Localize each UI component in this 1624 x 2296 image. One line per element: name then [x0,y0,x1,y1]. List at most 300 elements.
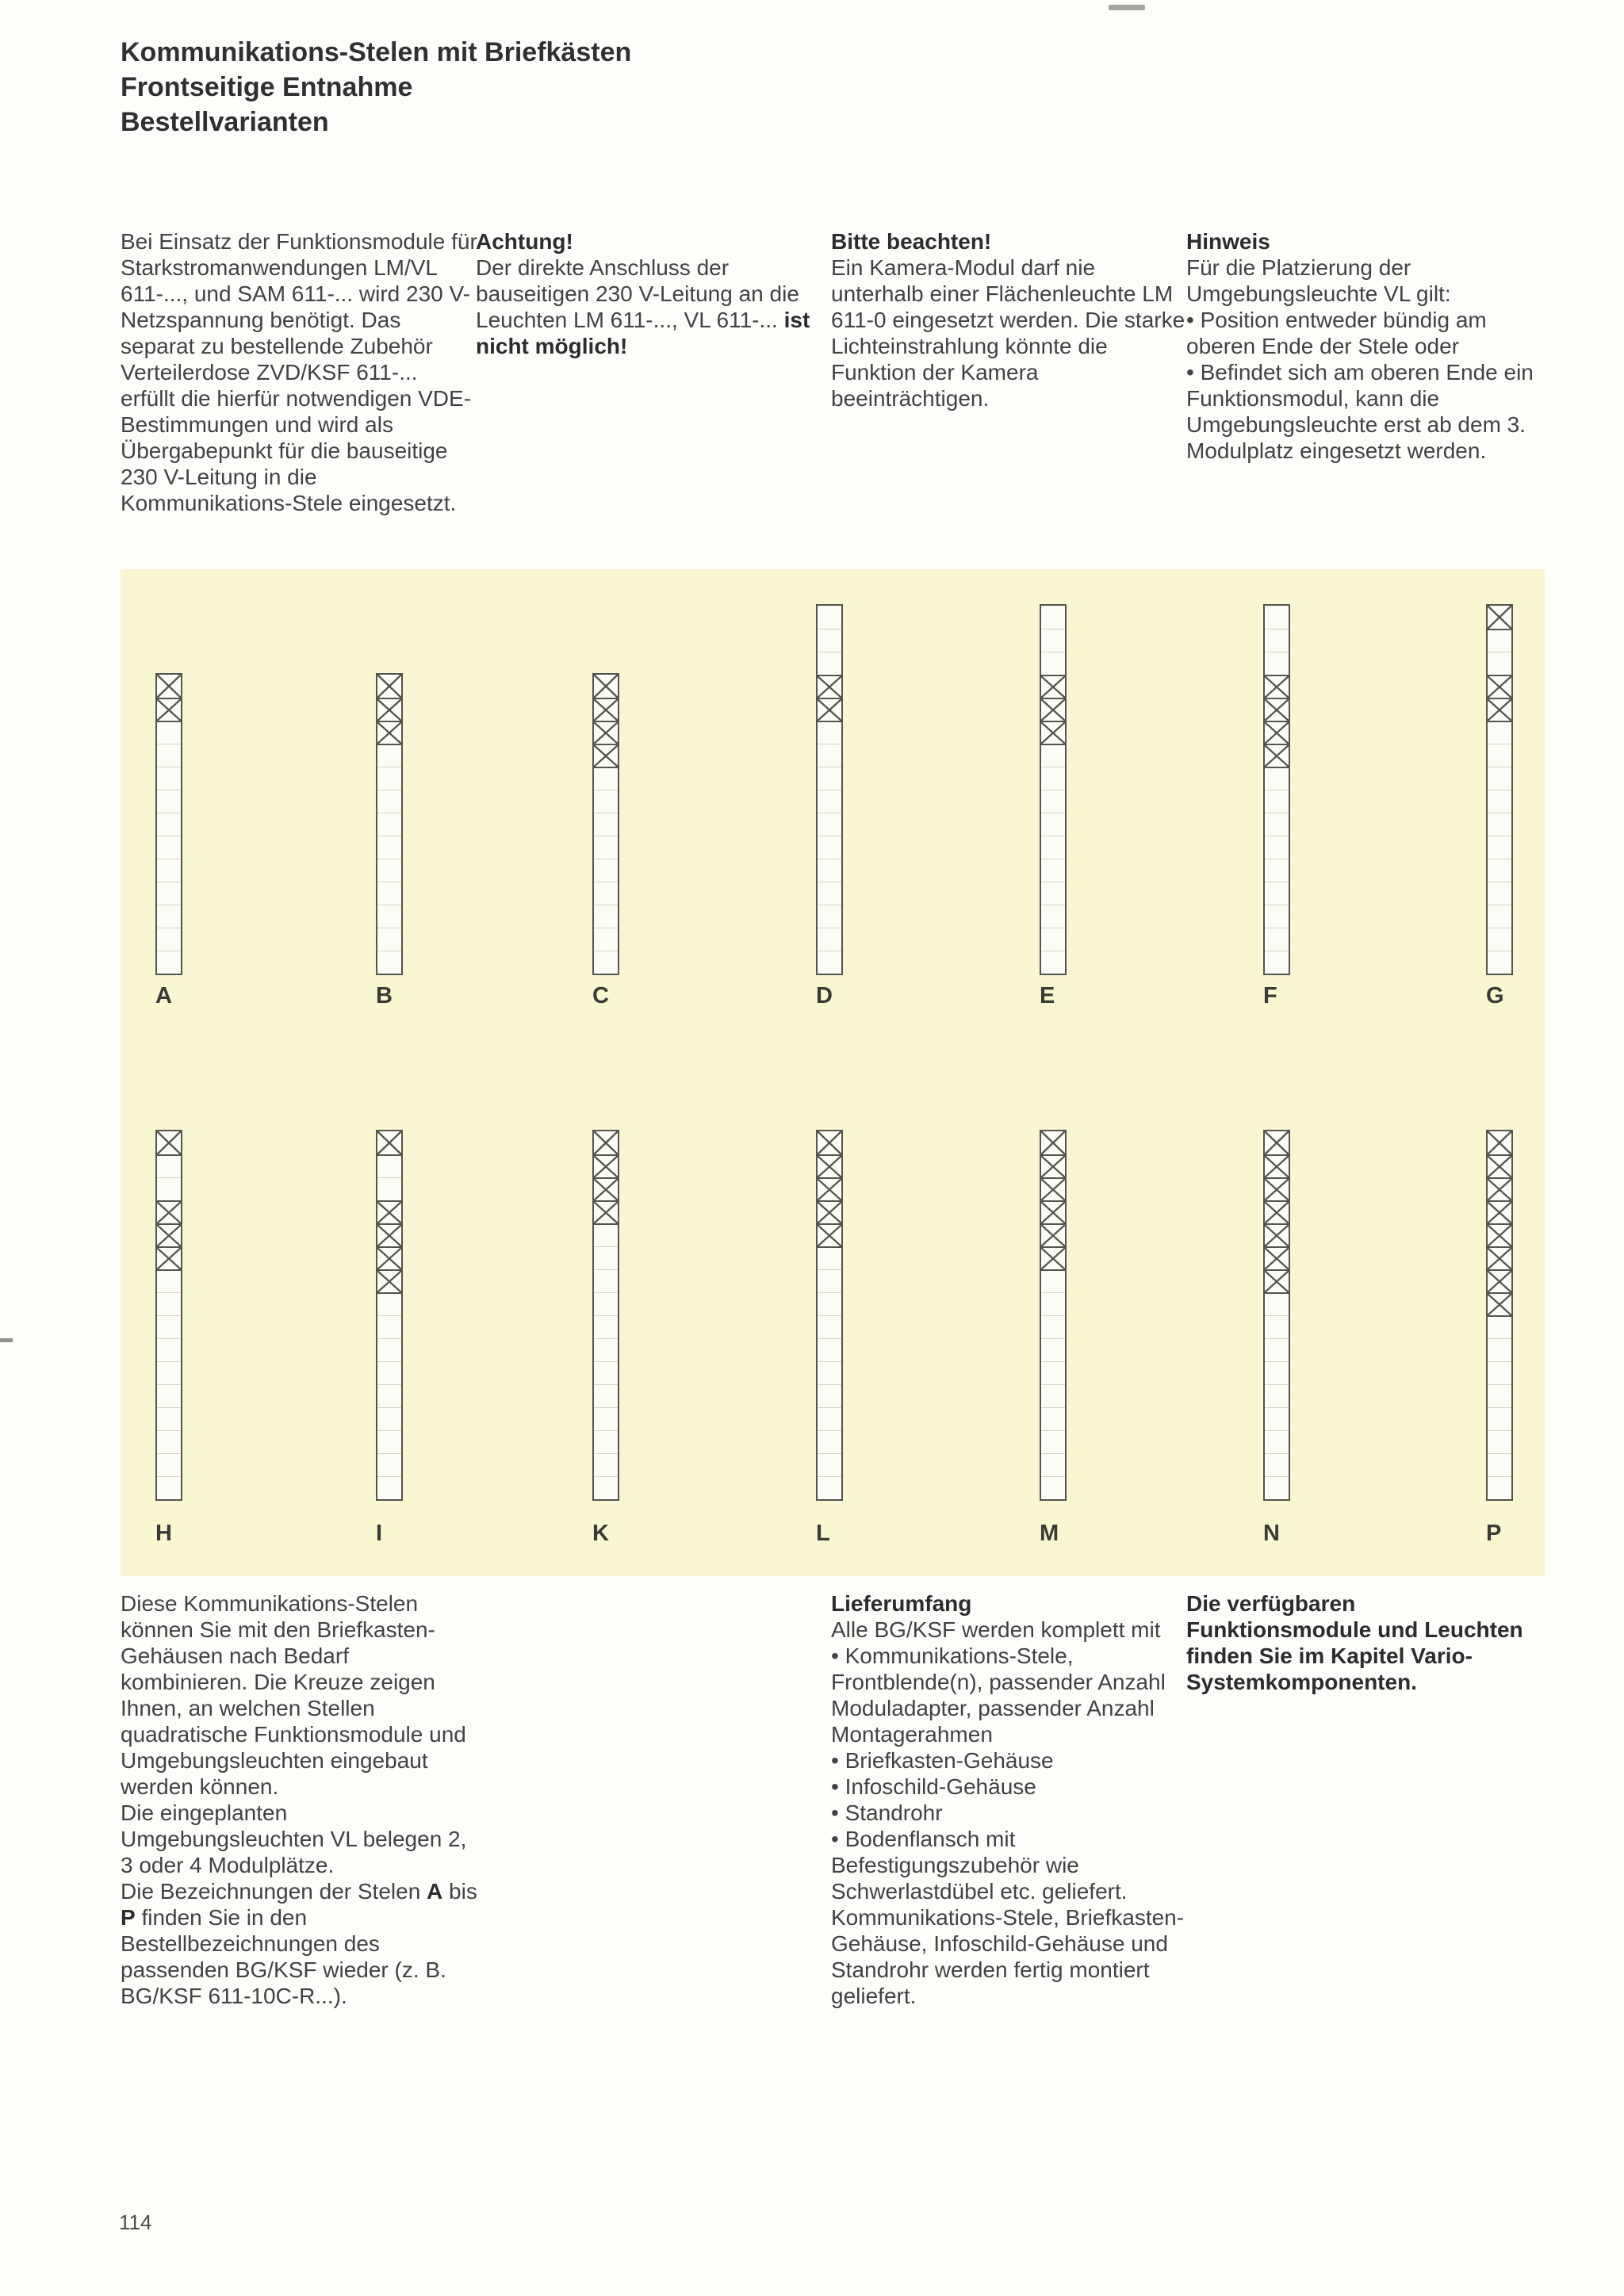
stele-label-I: I [376,1521,383,1546]
module-slot-blank [1265,1315,1289,1338]
bottom-column-1-paragraph-2 [121,1878,477,2009]
module-slot-blank [157,1177,181,1200]
module-slot-blank [1488,813,1511,836]
module-slot-blank [818,928,841,951]
module-slot-blank [1041,928,1065,951]
cross-mark-icon [1041,676,1065,698]
module-slot-blank [157,928,181,951]
module-slot-blank [1265,1384,1289,1407]
stele-label-A: A [155,983,172,1008]
stele-label-L: L [816,1521,830,1546]
module-slot-blank [1265,1476,1289,1499]
module-slot-cross [594,1131,618,1154]
stele-M [1040,1130,1067,1501]
module-slot-blank [377,813,401,836]
cross-mark-icon [818,1202,841,1223]
text-segment: Standrohr [845,1800,943,1825]
stele-L [816,1130,843,1501]
module-slot-blank [1041,882,1065,905]
module-slot-blank [594,951,618,974]
module-slot-blank [1041,744,1065,767]
module-slot-cross [1265,744,1289,767]
module-slot-blank [1488,767,1511,790]
module-slot-blank [377,1315,401,1338]
module-slot-blank [1041,629,1065,652]
module-slot-cross [1265,675,1289,698]
module-slot-blank [1488,905,1511,928]
stele-label-P: P [1486,1521,1502,1546]
module-slot-cross [377,721,401,744]
module-slot-blank [818,744,841,767]
stele-label-D: D [816,983,833,1008]
module-slot-cross [1265,721,1289,744]
module-slot-blank [157,1430,181,1453]
module-slot-cross [1265,698,1289,721]
cross-mark-icon [1265,1202,1289,1223]
cross-mark-icon [1488,1294,1511,1315]
text-segment: P [121,1905,136,1930]
module-slot-cross [594,1154,618,1177]
module-slot-cross [1488,1177,1511,1200]
module-slot-blank [1041,1292,1065,1315]
registration-mark-left [0,1338,13,1342]
module-slot-blank [157,1407,181,1430]
text-segment: Infoschild-Gehäuse [845,1774,1036,1799]
module-slot-blank [157,859,181,882]
cross-mark-icon [594,1179,618,1200]
module-slot-blank [1265,1361,1289,1384]
module-slot-blank [377,1453,401,1476]
stele-K [592,1130,619,1501]
text-segment: Für die Platzierung der Umgebungsleuchte VL gilt: [1186,255,1451,306]
text-segment: Bei Einsatz der Funktionsmodule für Starkstromanwendungen LM/VL 611-..., und SAM 611-... wird 230 V-Netzspannung benötigt. Das separat zu bestellende Zubehör Verteilerdose ZVD/KSF 611-... erfüllt die hierfür notwendigen VDE-Bestimmungen und wird als Übergabepunkt für die bauseitige 230 V-Leitung in die Kommunikations-Stele eingesetzt. [121,229,477,515]
cross-mark-icon [377,1202,401,1223]
module-slot-blank [377,744,401,767]
cross-mark-icon [594,745,618,767]
text-segment: A [427,1879,443,1904]
text-segment: Alle BG/KSF werden komplett mit [831,1617,1161,1642]
module-slot-blank [377,928,401,951]
module-slot-cross [594,698,618,721]
bottom-column-1-paragraph-1 [121,1800,477,1878]
intro-column-4-bullet-1 [1186,307,1543,359]
module-slot-cross [594,1200,618,1223]
cross-mark-icon [818,1156,841,1177]
module-slot-blank [1041,1476,1065,1499]
module-slot-cross [1488,1223,1511,1246]
cross-mark-icon [157,1248,181,1269]
module-slot-blank [377,1292,401,1315]
module-slot-blank [818,1384,841,1407]
cross-mark-icon [1488,699,1511,721]
module-slot-blank [157,1361,181,1384]
cross-mark-icon [818,1179,841,1200]
cross-mark-icon [1265,722,1289,744]
module-slot-blank [1488,859,1511,882]
module-slot-blank [818,1269,841,1292]
cross-mark-icon [157,1202,181,1223]
module-slot-blank [1488,721,1511,744]
module-slot-blank [594,905,618,928]
module-slot-cross [377,1131,401,1154]
page-title-line-1: Kommunikations-Stelen mit Briefkästen [121,37,632,67]
module-slot-cross [1488,1154,1511,1177]
module-slot-cross [1488,1200,1511,1223]
module-slot-blank [1488,836,1511,859]
cross-mark-icon [818,699,841,721]
module-slot-cross [377,1223,401,1246]
cross-mark-icon [1265,699,1289,721]
text-segment: bis [442,1879,477,1904]
stele-I [376,1130,403,1501]
module-slot-blank [1041,767,1065,790]
text-segment: Kommunikations-Stele, Briefkasten-Gehäuse, Infoschild-Gehäuse und Standrohr werden fertig montiert geliefert. [831,1905,1185,2008]
module-slot-blank [377,1361,401,1384]
module-slot-cross [1265,1131,1289,1154]
module-slot-blank [377,790,401,813]
stele-label-E: E [1040,983,1055,1008]
module-slot-blank [1488,1361,1511,1384]
module-slot-blank [1265,1292,1289,1315]
cross-mark-icon [1488,676,1511,698]
module-slot-blank [1488,1407,1511,1430]
cross-mark-icon [1265,1248,1289,1269]
module-slot-blank [818,606,841,629]
module-slot-blank [1265,767,1289,790]
module-slot-blank [1041,1269,1065,1292]
module-slot-cross [157,1246,181,1269]
module-slot-cross [1041,721,1065,744]
intro-column-2-heading: Achtung! [476,229,573,254]
module-slot-blank [594,813,618,836]
module-slot-blank [1265,1453,1289,1476]
module-slot-cross [377,698,401,721]
module-slot-cross [377,1269,401,1292]
module-slot-blank [818,1407,841,1430]
module-slot-blank [377,1154,401,1177]
module-slot-cross [594,744,618,767]
module-slot-cross [1041,1131,1065,1154]
module-slot-cross [818,698,841,721]
cross-mark-icon [1265,676,1289,698]
module-slot-blank [594,836,618,859]
text-segment: Kommunikations-Stele, Frontblende(n), passender Anzahl Moduladapter, passender Anzahl Montagerahmen [831,1644,1166,1747]
module-slot-blank [818,652,841,675]
module-slot-blank [818,721,841,744]
module-slot-blank [1488,652,1511,675]
text-segment: Briefkasten-Gehäuse [845,1748,1054,1773]
cross-mark-icon [1265,1131,1289,1154]
module-slot-cross [1265,1154,1289,1177]
bullet-icon: • [831,1827,845,1851]
module-slot-blank [377,1476,401,1499]
module-slot-cross [1041,1223,1065,1246]
module-slot-blank [377,1407,401,1430]
module-slot-blank [1265,1430,1289,1453]
bullet-icon: • [831,1774,845,1799]
module-slot-cross [377,1246,401,1269]
module-slot-blank [157,1476,181,1499]
module-slot-blank [1041,905,1065,928]
cross-mark-icon [377,722,401,744]
module-slot-blank [818,1246,841,1269]
module-slot-blank [1041,1384,1065,1407]
module-slot-blank [818,882,841,905]
text-segment: ist nicht möglich! [476,308,810,358]
module-slot-cross [1488,1131,1511,1154]
module-slot-blank [377,1338,401,1361]
module-slot-blank [157,1453,181,1476]
cross-mark-icon [377,1225,401,1246]
module-slot-blank [1488,629,1511,652]
text-segment: Position entweder bündig am oberen Ende der Stele oder [1186,308,1487,358]
module-slot-cross [377,675,401,698]
module-slot-blank [157,1154,181,1177]
bottom-column-2-bullet-1 [831,1643,1188,1747]
cross-mark-icon [1488,1156,1511,1177]
bottom-column-2-heading: Lieferumfang [831,1591,972,1616]
bottom-column-3-paragraph-0 [1186,1590,1543,1695]
module-slot-blank [157,1315,181,1338]
module-slot-cross [818,675,841,698]
module-slot-cross [818,1200,841,1223]
module-slot-blank [377,836,401,859]
module-slot-cross [818,1223,841,1246]
module-slot-blank [594,1361,618,1384]
intro-column-1 [121,228,477,516]
intro-column-4-bullet-2 [1186,359,1543,464]
stele-N [1263,1130,1290,1501]
intro-column-4-paragraph-0 [1186,254,1543,307]
module-slot-blank [1041,606,1065,629]
stele-A [155,673,182,975]
module-slot-blank [594,1338,618,1361]
module-slot-blank [1041,1407,1065,1430]
module-slot-blank [1265,652,1289,675]
module-slot-blank [1265,836,1289,859]
cross-mark-icon [1041,1225,1065,1246]
intro-column-4-heading: Hinweis [1186,229,1270,254]
module-slot-cross [1265,1200,1289,1223]
cross-mark-icon [1488,1225,1511,1246]
stele-B [376,673,403,975]
module-slot-cross [157,675,181,698]
cross-mark-icon [594,1131,618,1154]
cross-mark-icon [377,1271,401,1292]
cross-mark-icon [1041,1179,1065,1200]
module-slot-cross [1265,1269,1289,1292]
module-slot-blank [1265,928,1289,951]
module-slot-blank [1488,1476,1511,1499]
module-slot-blank [157,813,181,836]
intro-column-2-paragraph-0 [476,254,833,359]
module-slot-blank [377,1430,401,1453]
stele-label-G: G [1486,983,1504,1008]
module-slot-blank [818,1430,841,1453]
module-slot-blank [1265,905,1289,928]
module-slot-blank [1488,744,1511,767]
bottom-column-2-bullet-4 [831,1800,1188,1826]
cross-mark-icon [1488,1202,1511,1223]
module-slot-cross [818,1177,841,1200]
stele-P [1486,1130,1513,1501]
module-slot-cross [594,721,618,744]
stele-label-H: H [155,1521,172,1546]
cross-mark-icon [1265,745,1289,767]
intro-column-3-heading: Bitte beachten! [831,229,992,254]
module-slot-blank [1488,882,1511,905]
cross-mark-icon [1041,1202,1065,1223]
module-slot-blank [377,1177,401,1200]
module-slot-blank [1265,790,1289,813]
module-slot-cross [377,1200,401,1223]
module-slot-cross [1488,606,1511,629]
stele-D [816,604,843,975]
module-slot-blank [377,951,401,974]
cross-mark-icon [594,675,618,698]
module-slot-cross [818,1131,841,1154]
cross-mark-icon [1488,606,1511,629]
module-slot-blank [818,1476,841,1499]
module-slot-blank [1265,606,1289,629]
text-segment: Befindet sich am oberen Ende ein Funktionsmodul, kann die Umgebungsleuchte erst ab dem 3. Modulplatz eingesetzt werden. [1186,360,1534,463]
module-slot-blank [594,790,618,813]
module-slot-cross [1041,1154,1065,1177]
module-slot-blank [594,1407,618,1430]
module-slot-blank [1265,629,1289,652]
module-slot-blank [594,1246,618,1269]
cross-mark-icon [594,722,618,744]
module-slot-blank [377,1384,401,1407]
stele-label-F: F [1263,983,1277,1008]
module-slot-blank [594,928,618,951]
cross-mark-icon [818,1131,841,1154]
module-slot-blank [157,951,181,974]
module-slot-blank [1265,951,1289,974]
bullet-icon: • [1186,308,1201,332]
module-slot-blank [818,1453,841,1476]
cross-mark-icon [377,699,401,721]
text-segment: Der direkte Anschluss der bauseitigen 230 V-Leitung an die Leuchten LM 611-..., VL 611-... [476,255,799,332]
cross-mark-icon [377,1248,401,1269]
module-slot-cross [1041,698,1065,721]
stele-C [592,673,619,975]
module-slot-blank [1041,951,1065,974]
text-segment: Bodenflansch mit Befestigungszubehör wie Schwerlastdübel etc. geliefert. [831,1827,1128,1904]
bottom-column-2-paragraph-6 [831,1904,1188,2009]
module-slot-blank [818,1361,841,1384]
module-slot-blank [1488,928,1511,951]
module-slot-blank [594,1292,618,1315]
cross-mark-icon [1041,1131,1065,1154]
bottom-column-1 [121,1590,477,2009]
bullet-icon: • [831,1748,845,1773]
cross-mark-icon [1488,1248,1511,1269]
cross-mark-icon [157,675,181,698]
module-slot-blank [1041,1430,1065,1453]
stele-label-K: K [592,1521,609,1546]
module-slot-cross [157,1200,181,1223]
module-slot-blank [157,1292,181,1315]
page-title-line-2: Frontseitige Entnahme [121,72,413,102]
stele-label-N: N [1263,1521,1280,1546]
text-segment: Die eingeplanten Umgebungsleuchten VL belegen 2, 3 oder 4 Modulplätze. [121,1800,467,1877]
cross-mark-icon [1488,1271,1511,1292]
module-slot-blank [157,767,181,790]
module-slot-blank [157,790,181,813]
module-slot-cross [1041,1246,1065,1269]
bottom-column-2-bullet-3 [831,1774,1188,1800]
intro-column-2 [476,228,833,359]
module-slot-blank [818,951,841,974]
module-slot-blank [1265,1407,1289,1430]
module-slot-cross [1265,1246,1289,1269]
module-slot-blank [157,1338,181,1361]
text-segment: Ein Kamera-Modul darf nie unterhalb einer Flächenleuchte LM 611-0 eingesetzt werden. Die starke Lichteinstrahlung könnte die Funktion der Kamera beeinträchtigen. [831,255,1185,411]
cross-mark-icon [1041,1248,1065,1269]
registration-mark-top [1109,5,1145,10]
module-slot-cross [157,1131,181,1154]
stele-G [1486,604,1513,975]
bullet-icon: • [831,1644,845,1668]
module-slot-blank [594,1384,618,1407]
cross-mark-icon [594,1202,618,1223]
cross-mark-icon [1265,1156,1289,1177]
cross-mark-icon [1265,1225,1289,1246]
cross-mark-icon [1488,1131,1511,1154]
cross-mark-icon [1488,1179,1511,1200]
module-slot-blank [594,1269,618,1292]
module-slot-cross [1041,1177,1065,1200]
module-slot-cross [1265,1177,1289,1200]
module-slot-blank [1488,1430,1511,1453]
module-slot-cross [1041,675,1065,698]
module-slot-blank [1041,859,1065,882]
module-slot-blank [1041,790,1065,813]
intro-column-3 [831,228,1188,411]
module-slot-blank [818,1338,841,1361]
module-slot-blank [594,1315,618,1338]
module-slot-blank [157,905,181,928]
module-slot-blank [594,1476,618,1499]
cross-mark-icon [157,699,181,721]
cross-mark-icon [818,1225,841,1246]
stele-label-M: M [1040,1521,1059,1546]
intro-column-1-paragraph-0 [121,228,477,516]
page-title-line-3: Bestellvarianten [121,107,329,137]
cross-mark-icon [818,676,841,698]
module-slot-blank [377,882,401,905]
module-slot-blank [818,790,841,813]
module-slot-blank [818,836,841,859]
text-segment: Die verfügbaren Funktionsmodule und Leuchten finden Sie im Kapitel Vario-Systemkomponenten. [1186,1591,1523,1694]
module-slot-blank [1041,1361,1065,1384]
module-slot-cross [1488,1292,1511,1315]
cross-mark-icon [1041,699,1065,721]
diagram-panel [121,569,1545,1576]
module-slot-blank [377,905,401,928]
module-slot-blank [157,1269,181,1292]
cross-mark-icon [1041,1156,1065,1177]
module-slot-cross [157,698,181,721]
cross-mark-icon [594,699,618,721]
cross-mark-icon [594,1156,618,1177]
module-slot-blank [1488,1453,1511,1476]
module-slot-blank [1041,813,1065,836]
module-slot-blank [157,1384,181,1407]
cross-mark-icon [1041,722,1065,744]
module-slot-blank [594,767,618,790]
